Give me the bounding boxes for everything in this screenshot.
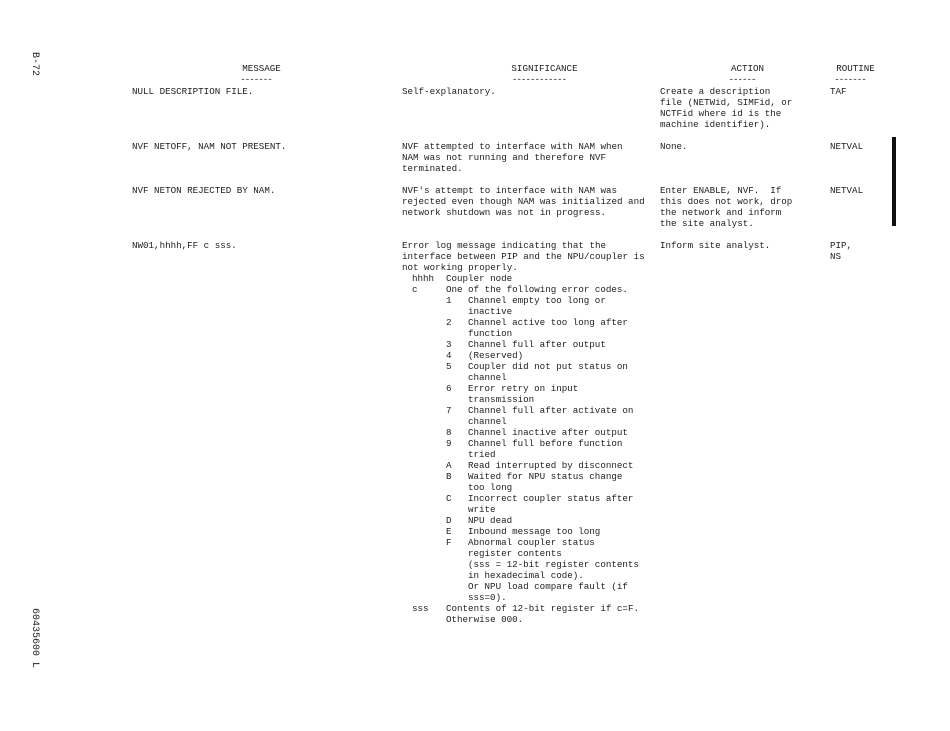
header-action: ACTION ------: [728, 63, 765, 85]
page-number: B-72: [29, 52, 40, 77]
error-code: 2: [446, 317, 452, 328]
param-name: sss: [412, 603, 429, 614]
row-2-significance: NVF attempted to interface with NAM when NAM was not running and therefore NVF terminated.: [402, 141, 623, 174]
error-code-description: NPU dead: [468, 515, 513, 526]
error-code: 8: [446, 427, 452, 438]
error-code: 1: [446, 295, 452, 306]
error-code: 7: [446, 405, 452, 416]
error-code-description: Abnormal coupler status register contents (sss = 12-bit register contents in hexadecimal code). Or NPU load compare fault (if sss=0).: [468, 537, 639, 603]
error-code-description: Coupler did not put status on channel: [468, 361, 628, 383]
error-code: E: [446, 526, 452, 537]
header-significance: SIGNIFICANCE ------------: [511, 63, 578, 85]
error-code: 3: [446, 339, 452, 350]
error-code: 5: [446, 361, 452, 372]
row-3-routine: NETVAL: [830, 185, 864, 196]
error-code-description: Channel empty too long or inactive: [468, 295, 606, 317]
error-code: D: [446, 515, 452, 526]
row-3-significance: NVF's attempt to interface with NAM was rejected even though NAM was initialized and network shutdown was not in progress.: [402, 185, 645, 218]
row-2-routine: NETVAL: [830, 141, 864, 152]
row-3-message: NVF NETON REJECTED BY NAM.: [132, 185, 276, 196]
param-text: Contents of 12-bit register if c=F. Otherwise 000.: [446, 603, 639, 625]
row-3-action: Enter ENABLE, NVF. If this does not work, drop the network and inform the site analyst.: [660, 185, 793, 229]
error-code: C: [446, 493, 452, 504]
error-code-description: Error retry on input transmission: [468, 383, 579, 405]
error-code-description: Channel full after activate on channel: [468, 405, 634, 427]
row-1-significance: Self-explanatory.: [402, 86, 496, 97]
error-code-description: Channel full before function tried: [468, 438, 623, 460]
error-code: B: [446, 471, 452, 482]
row-1-action: Create a description file (NETWid, SIMFid, or NCTFid where id is the machine identifier).: [660, 86, 793, 130]
error-code: 6: [446, 383, 452, 394]
error-code: 4: [446, 350, 452, 361]
param-name: c: [412, 284, 418, 295]
error-code-description: Channel full after output: [468, 339, 606, 350]
error-code-description: Inbound message too long: [468, 526, 601, 537]
change-bar: [892, 137, 896, 226]
header-message: MESSAGE -------: [240, 63, 281, 85]
row-4-action: Inform site analyst.: [660, 240, 771, 251]
error-code: F: [446, 537, 452, 548]
error-code-description: Read interrupted by disconnect: [468, 460, 634, 471]
row-4-message: NW01,hhhh,FF c sss.: [132, 240, 237, 251]
header-routine: ROUTINE -------: [834, 63, 875, 85]
error-code: A: [446, 460, 452, 471]
error-code: 9: [446, 438, 452, 449]
row-4-routine: PIP, NS: [830, 240, 853, 262]
error-code-description: Channel inactive after output: [468, 427, 628, 438]
error-code-description: (Reserved): [468, 350, 524, 361]
error-code-description: Waited for NPU status change too long: [468, 471, 623, 493]
row-2-message: NVF NETOFF, NAM NOT PRESENT.: [132, 141, 287, 152]
row-2-action: None.: [660, 141, 688, 152]
error-code-description: Incorrect coupler status after write: [468, 493, 634, 515]
param-text: Coupler node: [446, 273, 513, 284]
document-number: 60435600 L: [29, 608, 40, 669]
row-4-significance: Error log message indicating that the interface between PIP and the NPU/coupler is not working properly.: [402, 240, 645, 273]
row-1-message: NULL DESCRIPTION FILE.: [132, 86, 254, 97]
param-text: One of the following error codes.: [446, 284, 628, 295]
row-1-routine: TAF: [830, 86, 847, 97]
param-name: hhhh: [412, 273, 435, 284]
error-code-description: Channel active too long after function: [468, 317, 628, 339]
